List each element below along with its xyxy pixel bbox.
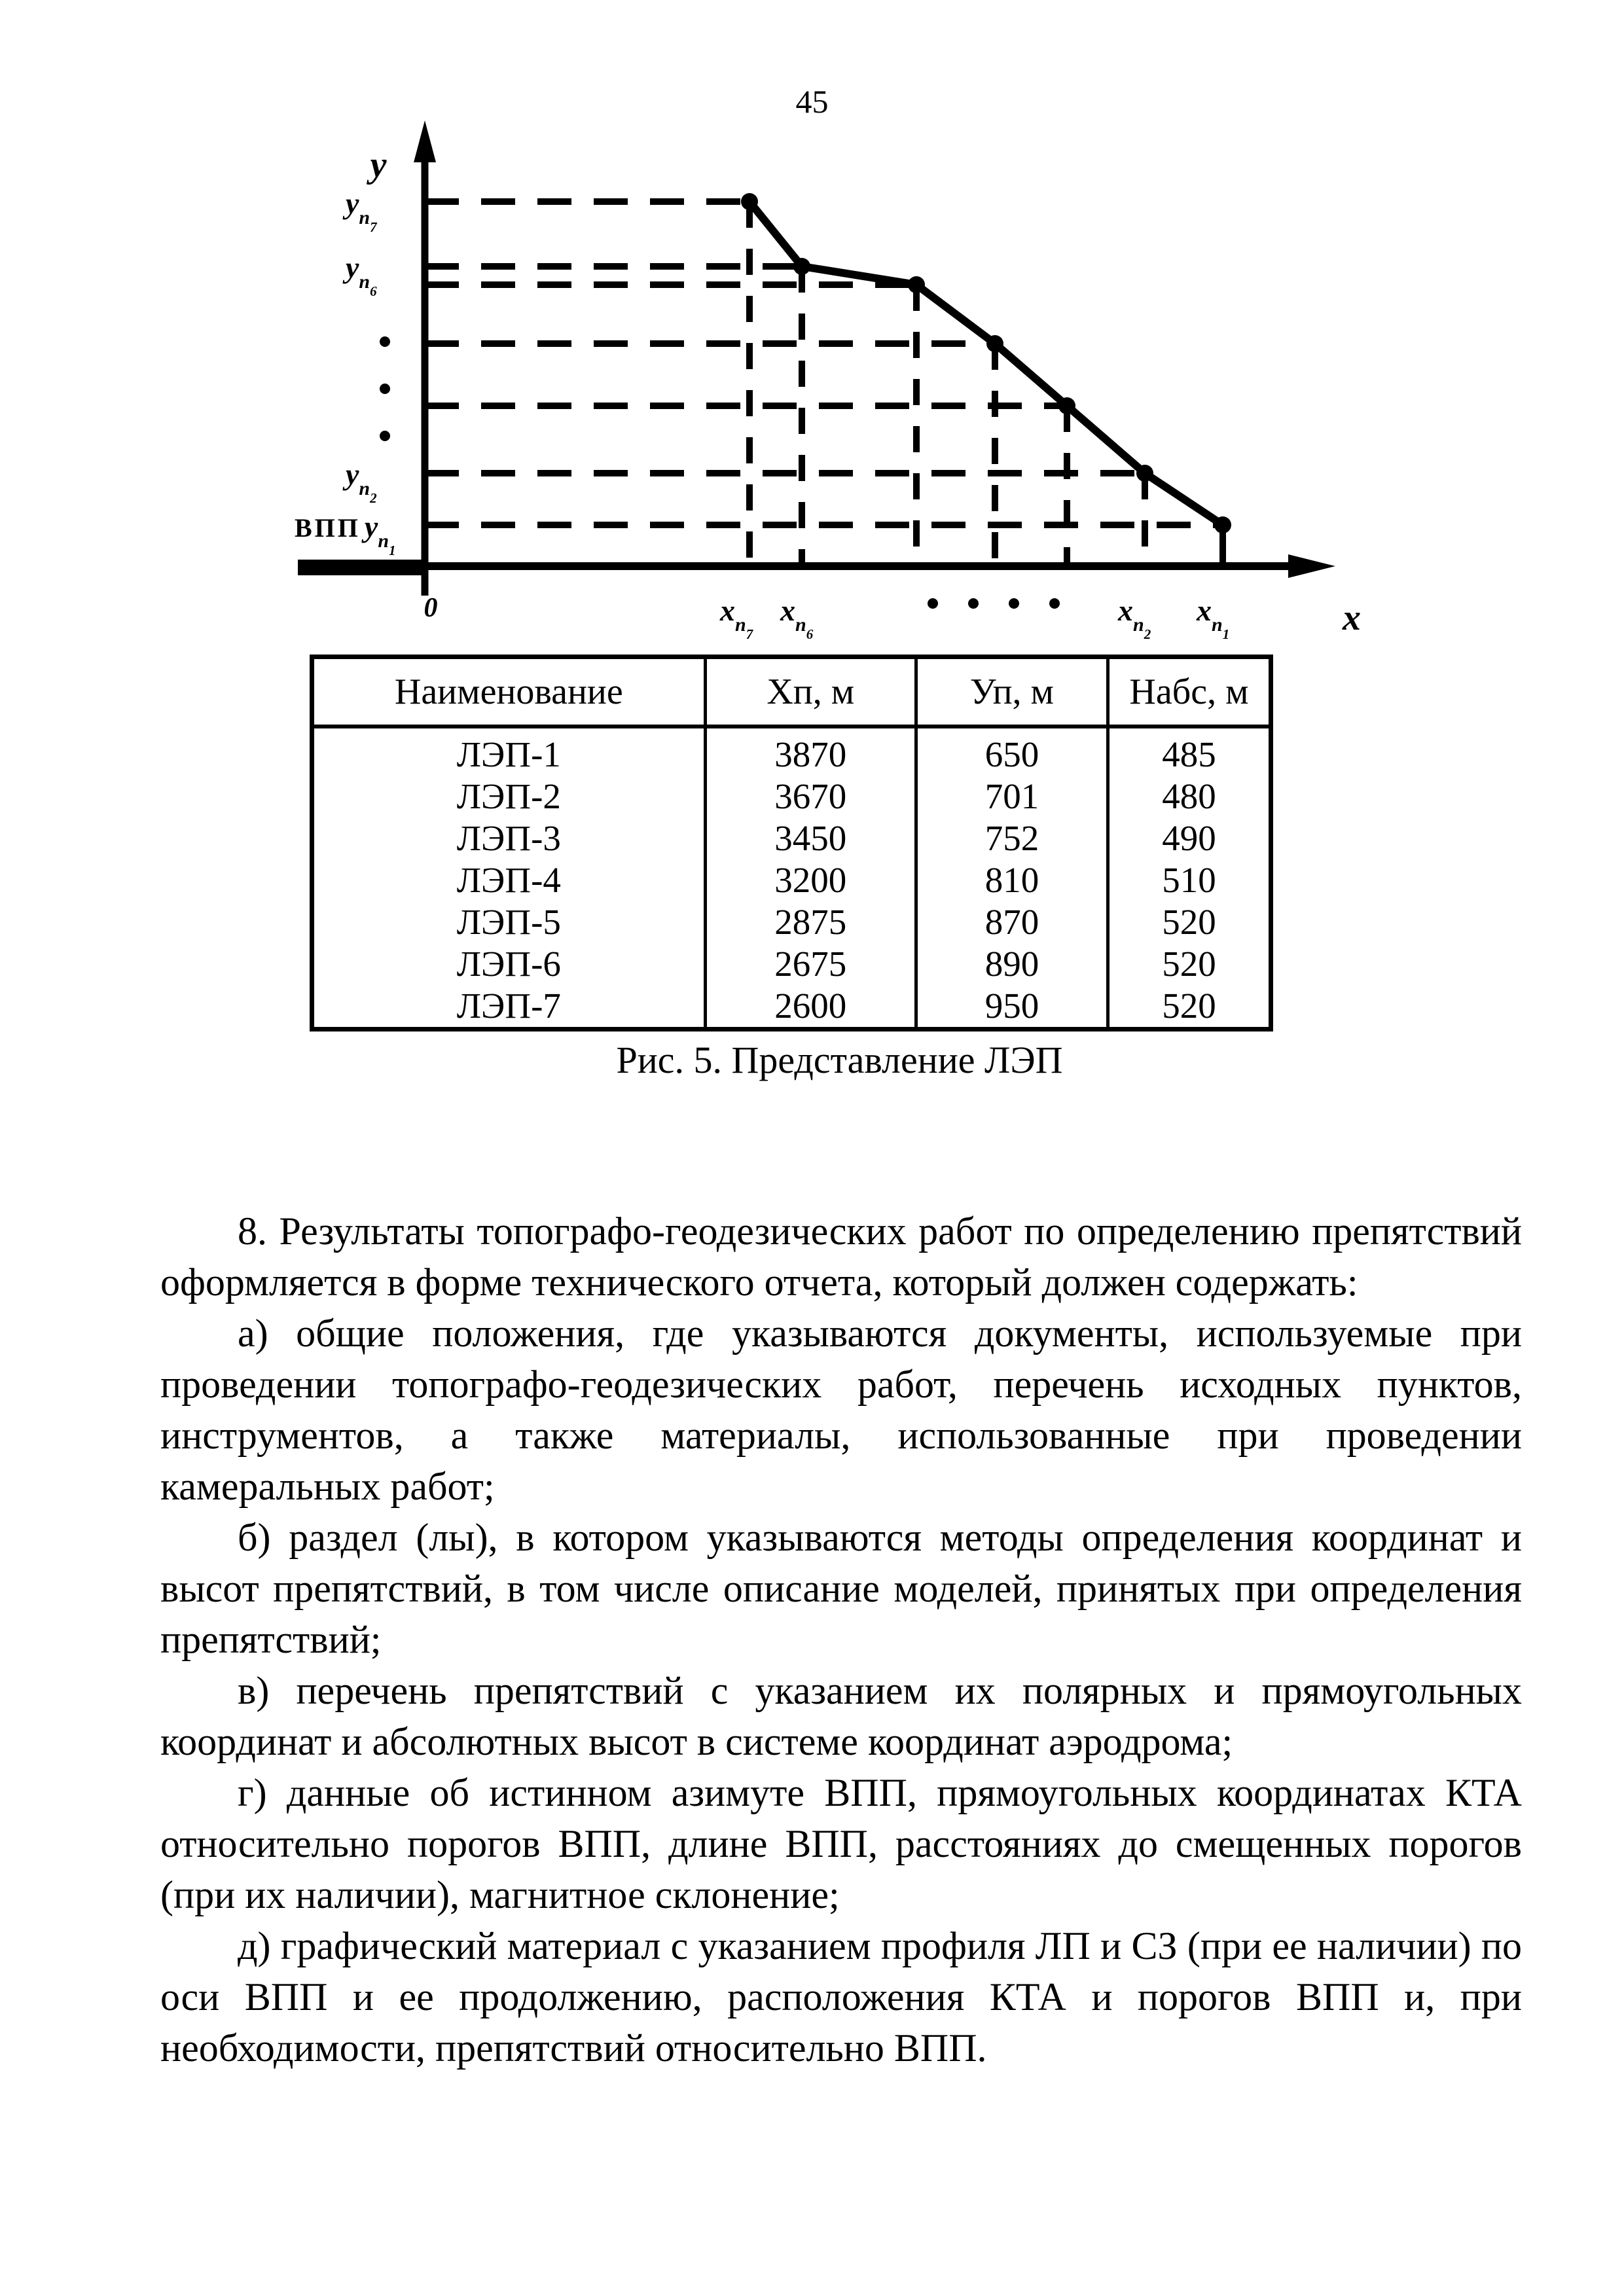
figure-caption: Рис. 5. Представление ЛЭП: [616, 1039, 1063, 1081]
table-row: [312, 817, 1271, 859]
paragraph-8: 8. Результаты топографо-геодезических работ по определению препятствий оформляется в форме технического отчета, который должен содержать:: [160, 1210, 1522, 1304]
lep-table-header: [312, 657, 1271, 727]
cell-name: ЛЭП-1: [456, 734, 561, 774]
y-axis-letter: y: [370, 145, 387, 185]
data-point-dot: [1136, 465, 1153, 482]
data-point-dot: [1058, 397, 1075, 414]
x-tick-label-p7: xп7: [720, 594, 753, 641]
cell-habs: 520: [1108, 901, 1271, 943]
cell-name: ЛЭП-7: [456, 986, 561, 1026]
cell-habs: 490: [1108, 817, 1271, 859]
data-point-dot: [741, 193, 758, 210]
x-axis-letter: x: [1343, 598, 1361, 638]
lep-table: [310, 655, 1273, 1031]
lep-table-body: [312, 726, 1271, 1030]
cell-name: ЛЭП-4: [456, 860, 561, 900]
cell-habs: 480: [1108, 776, 1271, 817]
cell-habs: 510: [1108, 859, 1271, 901]
projection-lines-vertical: [749, 202, 1145, 566]
cell-xp: 3450: [705, 817, 916, 859]
cell-xp: 2675: [705, 943, 916, 985]
cell-yp: 752: [916, 817, 1108, 859]
cell-name: ЛЭП-2: [456, 776, 561, 816]
x-axis: [298, 554, 1335, 578]
y-axis-ellipsis-dots: [380, 336, 390, 441]
cell-yp: 890: [916, 943, 1108, 985]
paragraph-d: д) графический материал с указанием профиля ЛП и СЗ (при ее наличии) по оси ВПП и ее продолжению, расположения КТА и порогов ВПП и, при необходимости, препятствий относительно ВПП.: [160, 1924, 1522, 2070]
table-row: [312, 859, 1271, 901]
cell-xp: 2600: [705, 985, 916, 1030]
cell-yp: 950: [916, 985, 1108, 1030]
cell-xp: 3200: [705, 859, 916, 901]
cell-xp: 3870: [705, 726, 916, 776]
page-number: 45: [795, 83, 829, 120]
y-tick-label-p2: yп2: [346, 457, 377, 506]
data-point-dot: [986, 335, 1003, 352]
col-header-name: Наименование: [312, 657, 706, 727]
paragraph-g: г) данные об истинном азимуте ВПП, прямоугольных координатах КТА относительно порогов ВПП, длине ВПП, расстояниях до смещенных порогов (при их наличии), магнитное склонение;: [160, 1771, 1522, 1916]
cell-habs: 520: [1108, 943, 1271, 985]
cell-name: ЛЭП-3: [456, 818, 561, 858]
projection-lines-horizontal: [425, 202, 1223, 525]
cell-name: ЛЭП-6: [456, 944, 561, 984]
y-tick-label-p7: yп7: [346, 187, 377, 235]
col-header-xp: Хп, м: [705, 657, 916, 727]
cell-xp: 2875: [705, 901, 916, 943]
cell-yp: 701: [916, 776, 1108, 817]
body-text: [160, 1206, 1522, 2073]
x-tick-label-p1: xп1: [1197, 594, 1230, 641]
data-point-dot: [1214, 516, 1231, 533]
table-row: [312, 985, 1271, 1030]
cell-yp: 870: [916, 901, 1108, 943]
x-tick-label-p6: xп6: [780, 594, 814, 641]
x-axis-ellipsis-dots: [928, 598, 1060, 609]
data-point-dot: [908, 276, 925, 293]
col-header-habs: Набс, м: [1108, 657, 1271, 727]
cell-yp: 810: [916, 859, 1108, 901]
y-axis-arrow: [414, 120, 436, 162]
cell-habs: 485: [1108, 726, 1271, 776]
cell-habs: 520: [1108, 985, 1271, 1030]
cell-name: ЛЭП-5: [456, 902, 561, 942]
lep-profile-figure: [288, 111, 1401, 641]
table-row: [312, 901, 1271, 943]
cell-yp: 650: [916, 726, 1108, 776]
y-tick-label-vpp-p1: ВПП yп1: [295, 510, 396, 558]
origin-label: 0: [424, 593, 438, 623]
cell-xp: 3670: [705, 776, 916, 817]
paragraph-a: а) общие положения, где указываются документы, используемые при проведении топографо-геодезических работ, перечень исходных пунктов, инструментов, а также материалы, использованные при проведении камеральных работ;: [160, 1312, 1522, 1508]
table-row: [312, 943, 1271, 985]
paragraph-v: в) перечень препятствий с указанием их полярных и прямоугольных координат и абсолютных высот в системе координат аэродрома;: [160, 1669, 1522, 1763]
x-axis-arrow: [1288, 554, 1335, 578]
col-header-yp: Уп, м: [916, 657, 1108, 727]
x-tick-label-p2: xп2: [1118, 594, 1151, 641]
table-row: [312, 726, 1271, 776]
table-row: [312, 776, 1271, 817]
paragraph-b: б) раздел (лы), в котором указываются методы определения координат и высот препятствий, в том числе описание моделей, принятых при определения препятствий;: [160, 1516, 1522, 1661]
y-tick-label-p6: yп6: [346, 251, 377, 299]
data-point-dot: [793, 258, 810, 275]
